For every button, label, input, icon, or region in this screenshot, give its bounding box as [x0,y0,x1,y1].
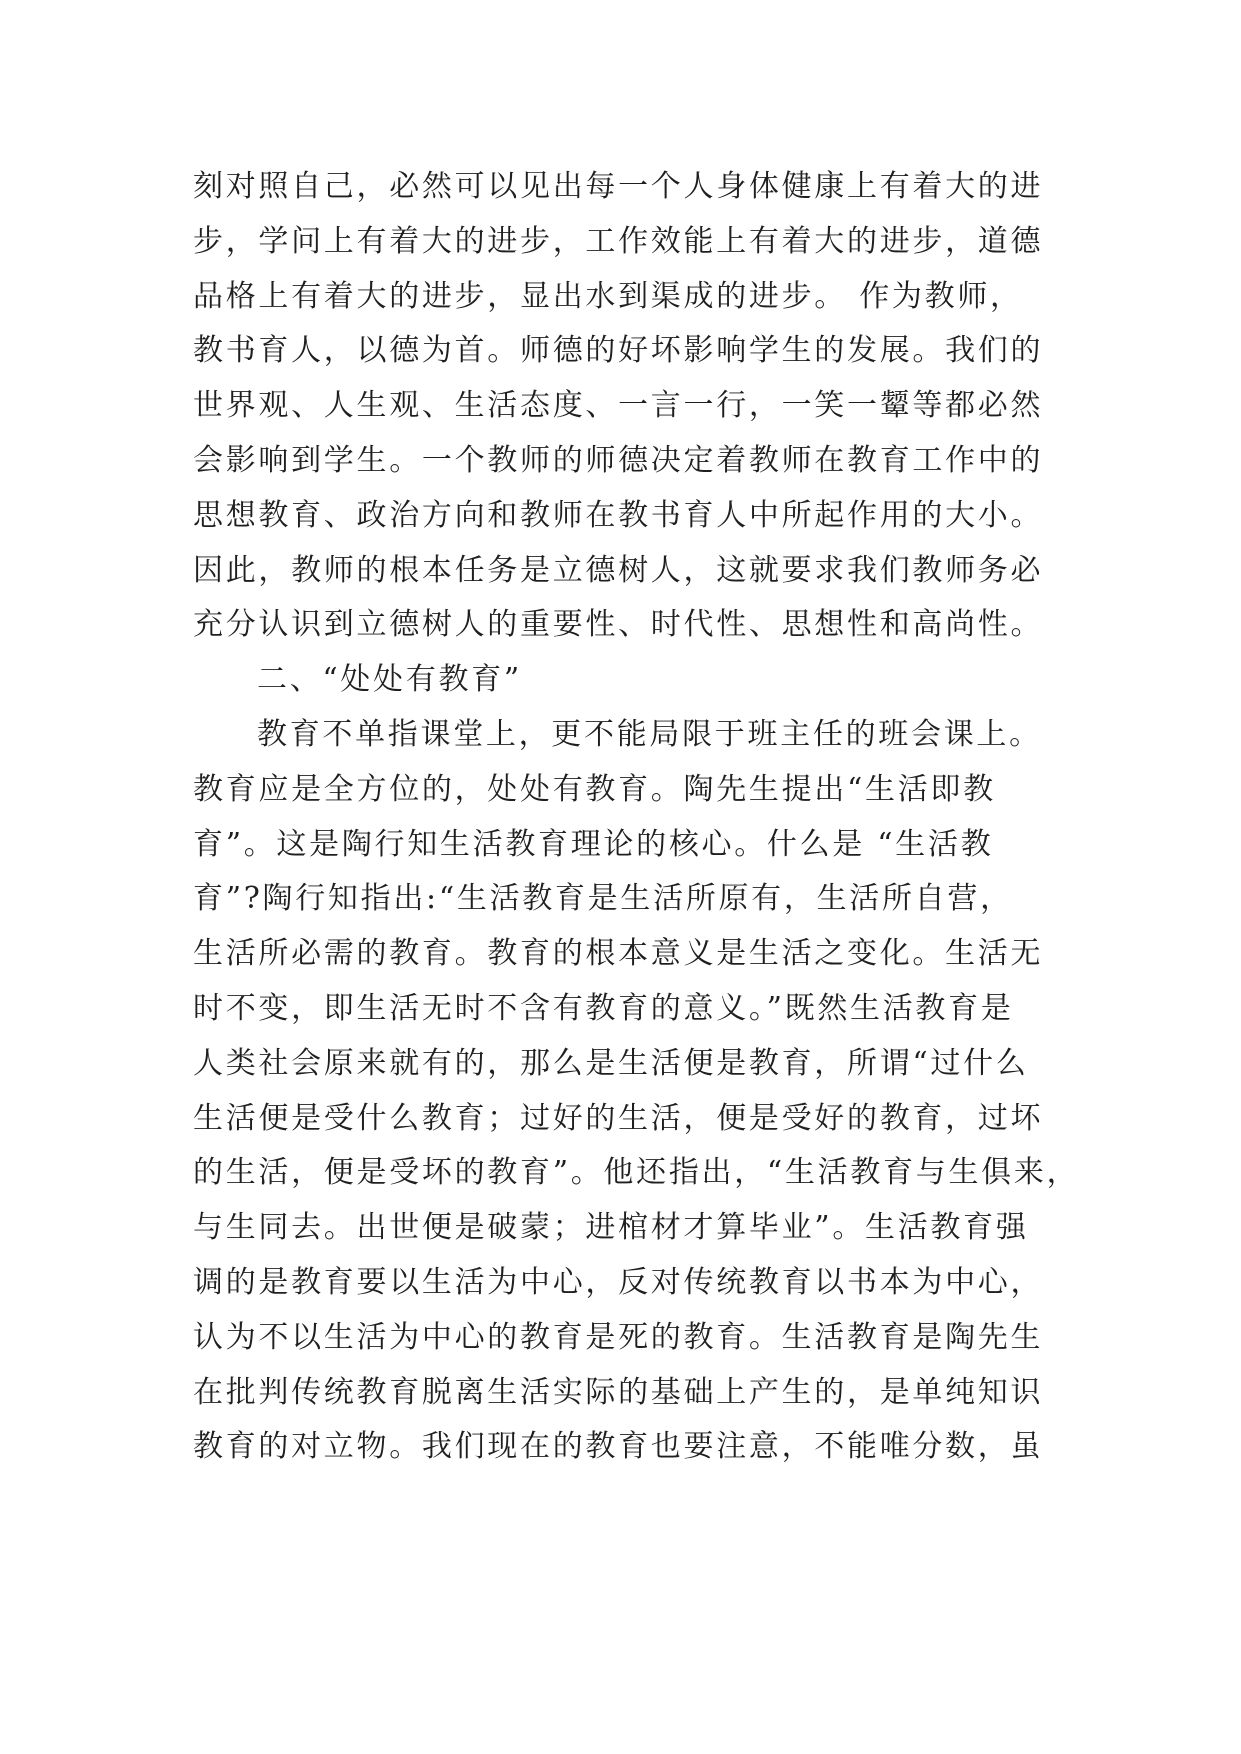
body-text-line: 刻对照自己，必然可以见出每一个人身体健康上有着大的进 [193,169,1044,204]
body-text-line: 教育的对立物。我们现在的教育也要注意，不能唯分数，虽 [193,1429,1044,1465]
body-text-line: 教育应是全方位的，处处有教育。陶先生提出“生活即教 [193,771,996,807]
body-text-line: 充分认识到立德树人的重要性、时代性、思想性和高尚性。 [193,607,1044,643]
body-text-line: 教育不单指课堂上，更不能局限于班主任的班会课上。 [257,716,1042,752]
body-text-line: 在批判传统教育脱离生活实际的基础上产生的，是单纯知识 [193,1374,1044,1410]
body-text-line: 生活所必需的教育。教育的根本意义是生活之变化。生活无 [193,936,1044,972]
body-text-line: 与生同去。出世便是破蒙；进棺材才算毕业”。生活教育强 [193,1210,1029,1246]
body-text-line: 时不变，即生活无时不含有教育的意义。”既然生活教育是 [193,990,1014,1026]
body-text-line: 世界观、人生观、生活态度、一言一行，一笑一颦等都必然 [193,388,1044,424]
section-heading: 二、“处处有教育” [257,662,522,698]
document-body [193,160,1080,1475]
body-text-line: 育”。这是陶行知生活教育理论的核心。什么是 “生活教 [193,826,994,862]
body-text-line: 的生活，便是受坏的教育”。他还指出，“生活教育与生俱来， [193,1155,1080,1191]
body-text-line: 育”?陶行知指出:“生活教育是生活所原有，生活所自营， [193,881,1013,917]
body-text-line: 调的是教育要以生活为中心，反对传统教育以书本为中心， [193,1264,1044,1300]
body-text-line: 教书育人，以德为首。师德的好坏影响学生的发展。我们的 [193,333,1044,369]
body-text-line: 会影响到学生。一个教师的师德决定着教师在教育工作中的 [193,442,1044,478]
body-text-line: 品格上有着大的进步，显出水到渠成的进步。 作为教师， [193,278,1023,314]
body-text-line: 步，学问上有着大的进步，工作效能上有着大的进步，道德 [193,223,1044,259]
body-text-line: 生活便是受什么教育；过好的生活，便是受好的教育，过坏 [193,1100,1044,1136]
body-text-line: 思想教育、政治方向和教师在教书育人中所起作用的大小。 [193,497,1044,533]
body-text-line: 因此，教师的根本任务是立德树人，这就要求我们教师务必 [193,552,1044,588]
body-text-line: 人类社会原来就有的，那么是生活便是教育，所谓“过什么 [193,1045,1029,1081]
body-text-line: 认为不以生活为中心的教育是死的教育。生活教育是陶先生 [193,1319,1044,1355]
